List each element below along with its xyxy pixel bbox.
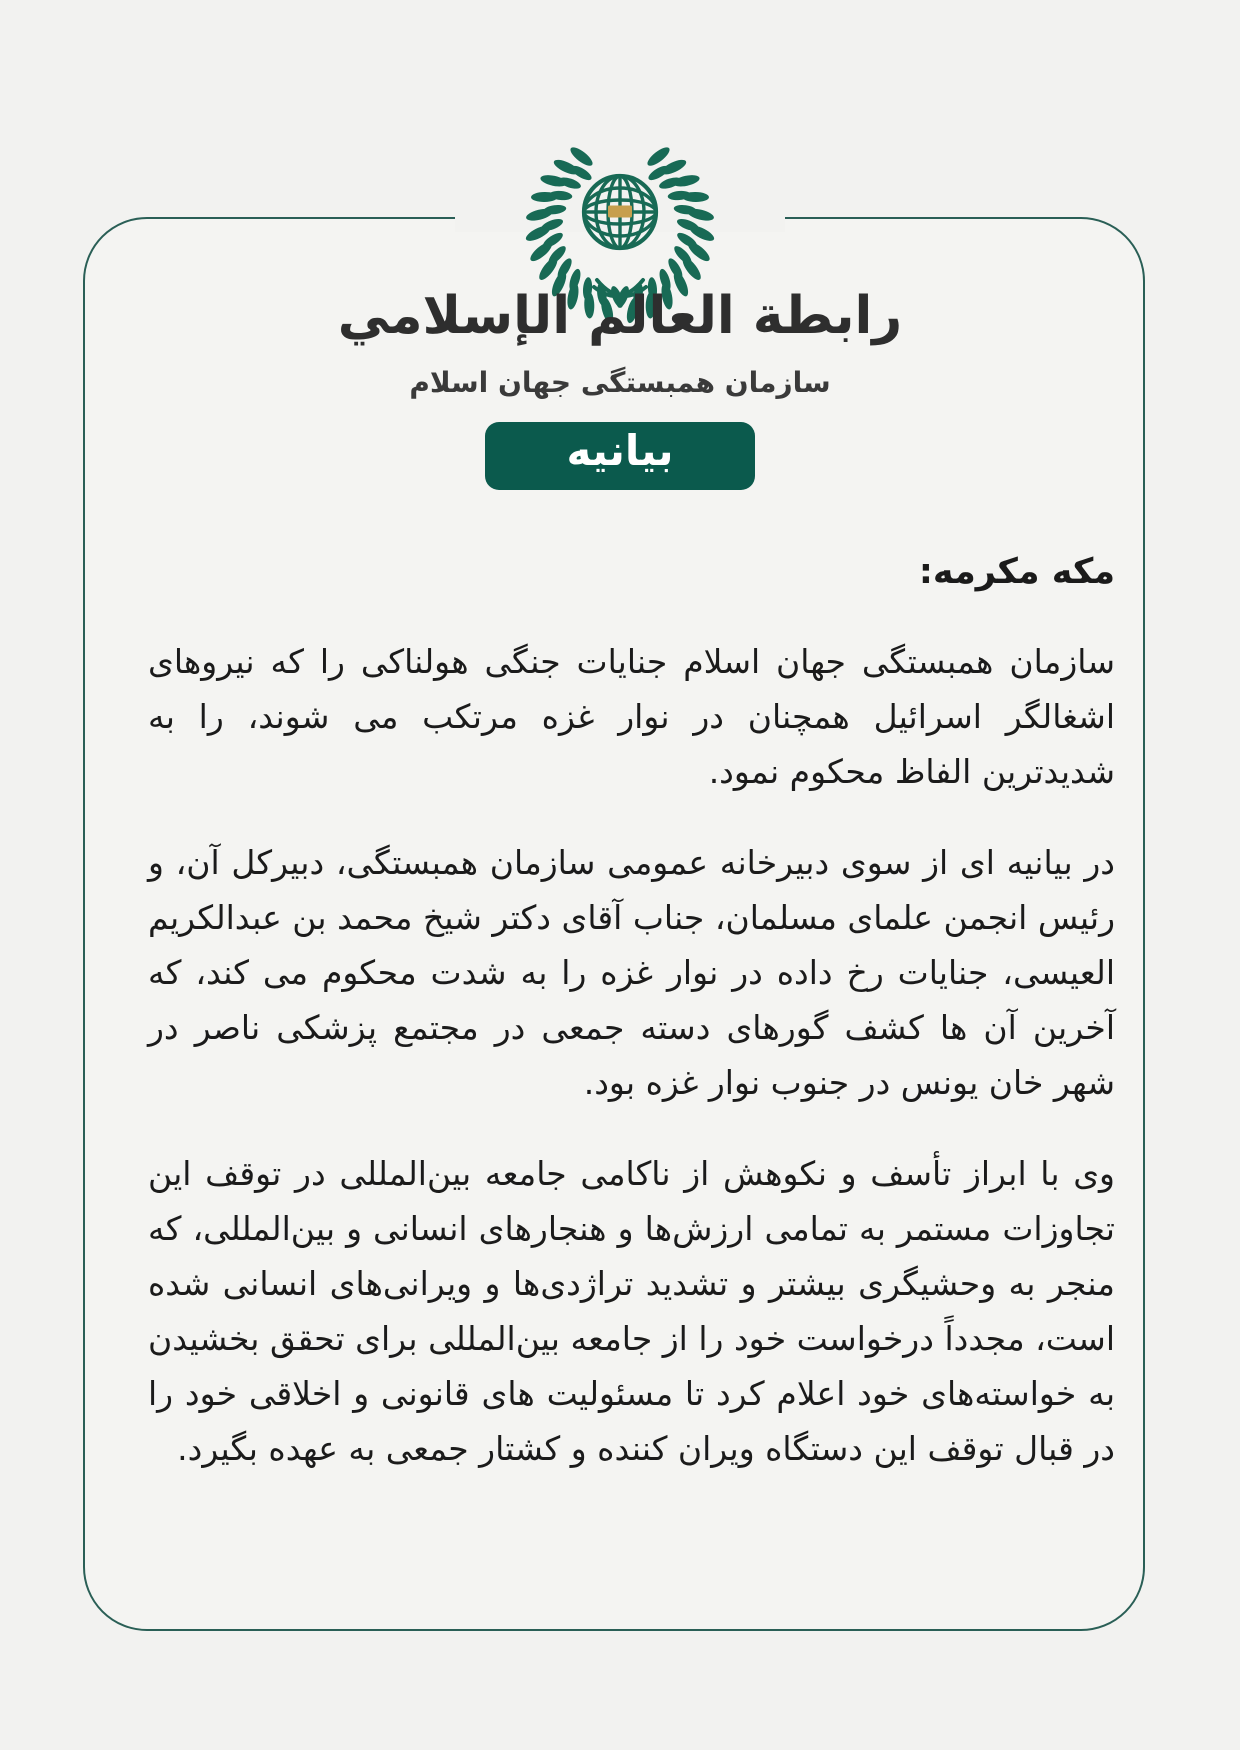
statement-paragraph: در بیانیه ای از سوی دبیرخانه عمومی سازمان همبستگی، دبیرکل آن، و رئیس انجمن علمای مسلمان، جناب آقای دکتر شیخ محمد بن عبدالکریم العیسی، جنایات رخ داده در نوار غزه را به شدت محکوم می کند، که آخرین آن ها کشف گورهای دسته جمعی در مجتمع پزشکی ناصر در شهر خان یونس در جنوب نوار غزه بود.: [148, 843, 1115, 1102]
organization-subtitle: سازمان همبستگی جهان اسلام: [409, 366, 831, 399]
statement-paragraph: سازمان همبستگی جهان اسلام جنایات جنگی هولناکی را که نیروهای اشغالگر اسرائیل همچنان در نوار غزه مرتکب می شوند، را به شدیدترین الفاظ محکوم نمود.: [148, 642, 1115, 791]
statement-body: [148, 546, 1115, 1476]
statement-banner: [485, 422, 755, 490]
statement-banner-label: بیانیه: [566, 426, 674, 475]
arabic-calligraphy-title: رابطة العالم الإسلامي: [337, 286, 903, 346]
statement-paragraph: وی با ابراز تأسف و نکوهش از ناکامی جامعه بین‌المللی در توقف این تجاوزات مستمر به تمامی ارزش‌ها و هنجارهای انسانی و بین‌المللی، که منجر به وحشیگری بیشتر و تشدید تراژدی‌ها و ویرانی‌های انسانی شده است، مجدداً درخواست خود را از جامعه بین‌المللی برای تحقق بخشیدن به خواسته‌های خود اعلام کرد تا مسئولیت های قانونی و اخلاقی خود را در قبال توقف این دستگاه ویران کننده و کشتار جمعی به عهده بگیرد.: [148, 1154, 1115, 1468]
dateline: مکه مکرمه:: [918, 552, 1115, 592]
kaaba-gold-band: [608, 206, 632, 218]
